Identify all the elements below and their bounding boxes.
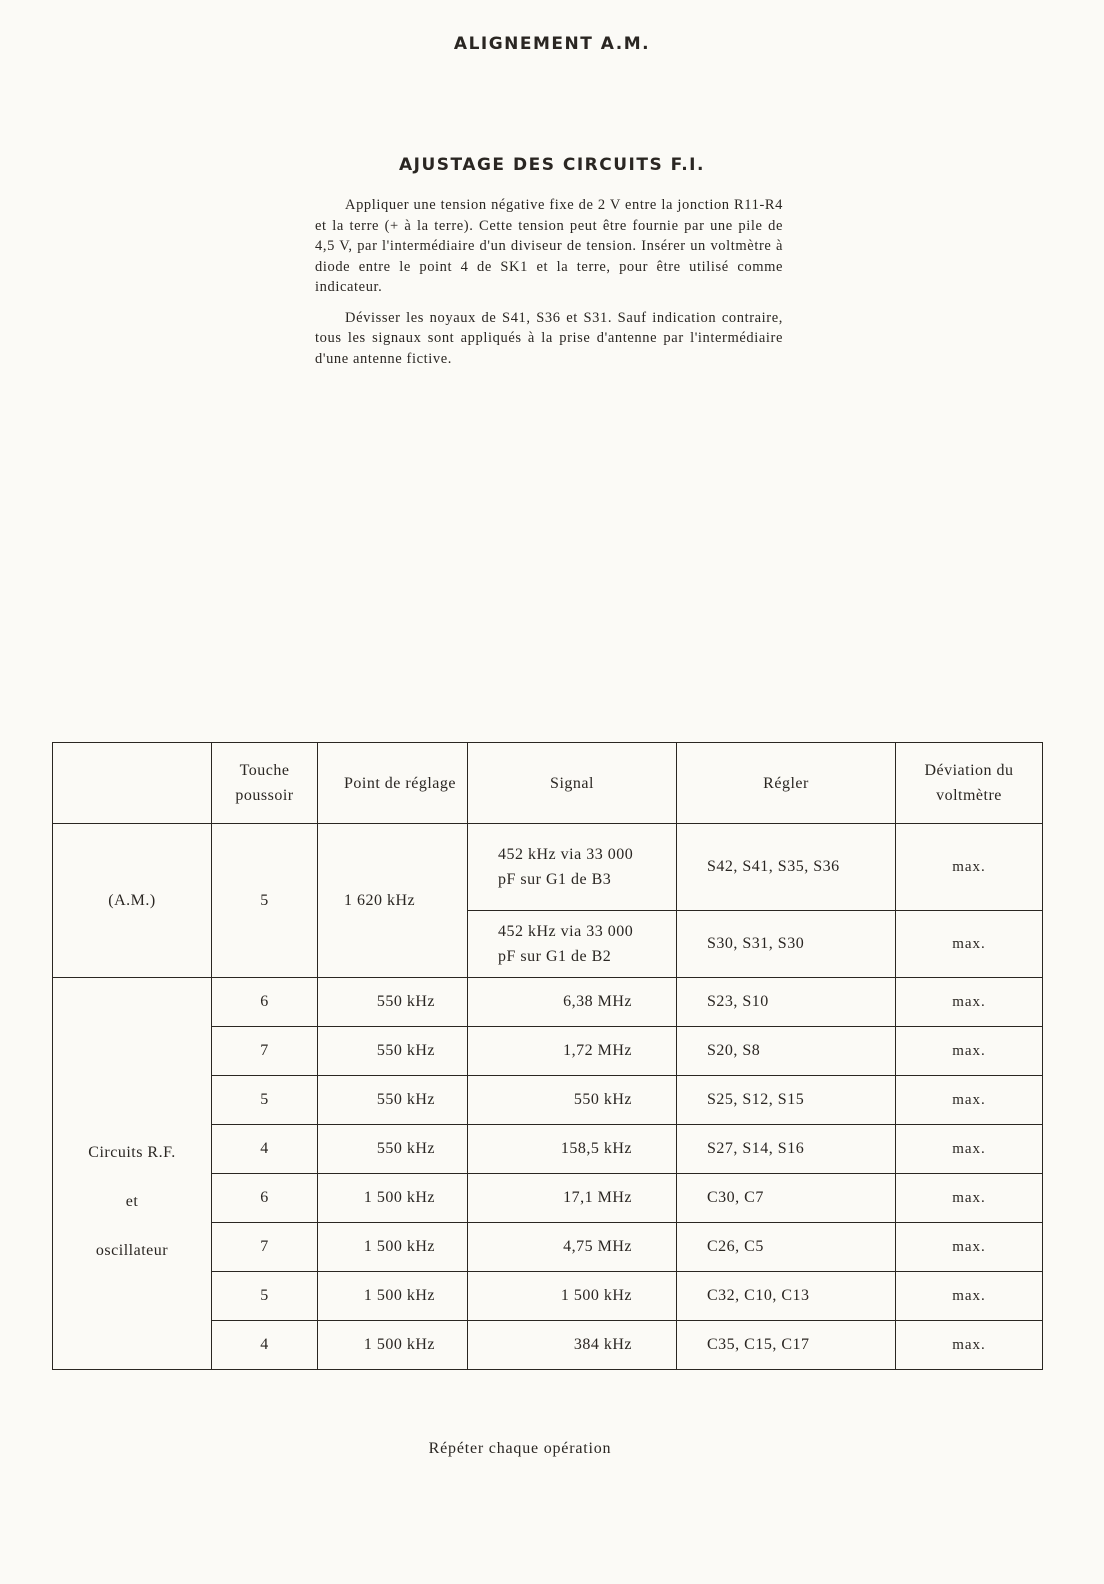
group-label-am: (A.M.)	[53, 824, 212, 978]
intro-paragraph: Appliquer une tension négative fixe de 2 V entre la jonction R11-R4 et la terre (+ à la terre). Cette tension peut être fournie par une pile de 4,5 V, par l'intermédiaire d'un diviseur de tension. Insérer un voltmètre à diode entre le point 4 de SK1 et la terre, pour être utilisé comme indicateur.	[315, 197, 783, 295]
alignment-table	[52, 742, 1043, 1370]
cell-deviation: max.	[896, 978, 1043, 1027]
header-regler: Régler	[677, 743, 896, 824]
cell-deviation: max.	[896, 1174, 1043, 1223]
cell-signal: 1 500 kHz	[468, 1272, 677, 1321]
cell-touche: 6	[212, 1174, 318, 1223]
cell-signal: 384 kHz	[468, 1321, 677, 1370]
cell-regler: S23, S10	[677, 978, 896, 1027]
header-signal: Signal	[468, 743, 677, 824]
cell-deviation: max.	[896, 1027, 1043, 1076]
group-label-line: et	[125, 1193, 139, 1210]
cell-regler: S27, S14, S16	[677, 1125, 896, 1174]
header-point: Point de réglage	[318, 743, 468, 824]
cell-signal: 1,72 MHz	[468, 1027, 677, 1076]
cell-point: 1 500 kHz	[318, 1174, 468, 1223]
cell-touche: 5	[212, 1076, 318, 1125]
cell-touche: 7	[212, 1027, 318, 1076]
cell-point: 550 kHz	[318, 1076, 468, 1125]
cell-touche: 5	[212, 1272, 318, 1321]
cell-touche: 7	[212, 1223, 318, 1272]
cell-deviation: max.	[896, 824, 1043, 911]
cell-signal	[468, 911, 677, 978]
cell-deviation: max.	[896, 1125, 1043, 1174]
cell-point: 1 500 kHz	[318, 1223, 468, 1272]
cell-point: 550 kHz	[318, 1027, 468, 1076]
cell-regler: S30, S31, S30	[677, 911, 896, 978]
table-header-row	[53, 743, 1043, 824]
cell-signal: 17,1 MHz	[468, 1174, 677, 1223]
header-touche: Touche poussoir	[212, 743, 318, 824]
cell-point: 550 kHz	[318, 1125, 468, 1174]
cell-deviation: max.	[896, 1321, 1043, 1370]
cell-regler: S25, S12, S15	[677, 1076, 896, 1125]
cell-regler: C26, C5	[677, 1223, 896, 1272]
cell-touche: 5	[212, 824, 318, 978]
signal-line: pF sur G1 de B2	[498, 948, 612, 965]
cell-deviation: max.	[896, 1272, 1043, 1321]
intro-paragraph: Dévisser les noyaux de S41, S36 et S31. Sauf indication contraire, tous les signaux sont appliqués à la prise d'antenne par l'intermédiaire d'une antenne fictive.	[315, 309, 783, 367]
cell-signal: 6,38 MHz	[468, 978, 677, 1027]
cell-touche: 6	[212, 978, 318, 1027]
cell-touche: 4	[212, 1125, 318, 1174]
cell-signal: 550 kHz	[468, 1076, 677, 1125]
signal-line: 452 kHz via 33 000	[498, 846, 634, 863]
header-deviation: Déviation du voltmètre	[896, 743, 1043, 824]
footer-note: Répéter chaque opération	[428, 1440, 612, 1457]
group-label-rf	[53, 978, 212, 1370]
cell-regler: C32, C10, C13	[677, 1272, 896, 1321]
intro-text	[315, 195, 783, 379]
cell-deviation: max.	[896, 1076, 1043, 1125]
signal-line: pF sur G1 de B3	[498, 871, 612, 888]
group-label-line: Circuits R.F.	[88, 1144, 176, 1161]
cell-point: 1 500 kHz	[318, 1321, 468, 1370]
signal-line: 452 kHz via 33 000	[498, 923, 634, 940]
cell-point: 1 500 kHz	[318, 1272, 468, 1321]
cell-touche: 4	[212, 1321, 318, 1370]
cell-signal: 158,5 kHz	[468, 1125, 677, 1174]
section-title: AJUSTAGE DES CIRCUITS F.I.	[399, 155, 705, 175]
group-label-line: oscillateur	[95, 1242, 169, 1259]
header-empty	[53, 743, 212, 824]
cell-point: 550 kHz	[318, 978, 468, 1027]
cell-deviation: max.	[896, 1223, 1043, 1272]
cell-signal	[468, 824, 677, 911]
cell-signal: 4,75 MHz	[468, 1223, 677, 1272]
page-title: ALIGNEMENT A.M.	[453, 34, 651, 54]
cell-regler: S42, S41, S35, S36	[677, 824, 896, 911]
cell-deviation: max.	[896, 911, 1043, 978]
table-row	[53, 824, 1043, 911]
cell-regler: S20, S8	[677, 1027, 896, 1076]
cell-regler: C35, C15, C17	[677, 1321, 896, 1370]
cell-point: 1 620 kHz	[318, 824, 468, 978]
table-row	[53, 978, 1043, 1027]
cell-regler: C30, C7	[677, 1174, 896, 1223]
